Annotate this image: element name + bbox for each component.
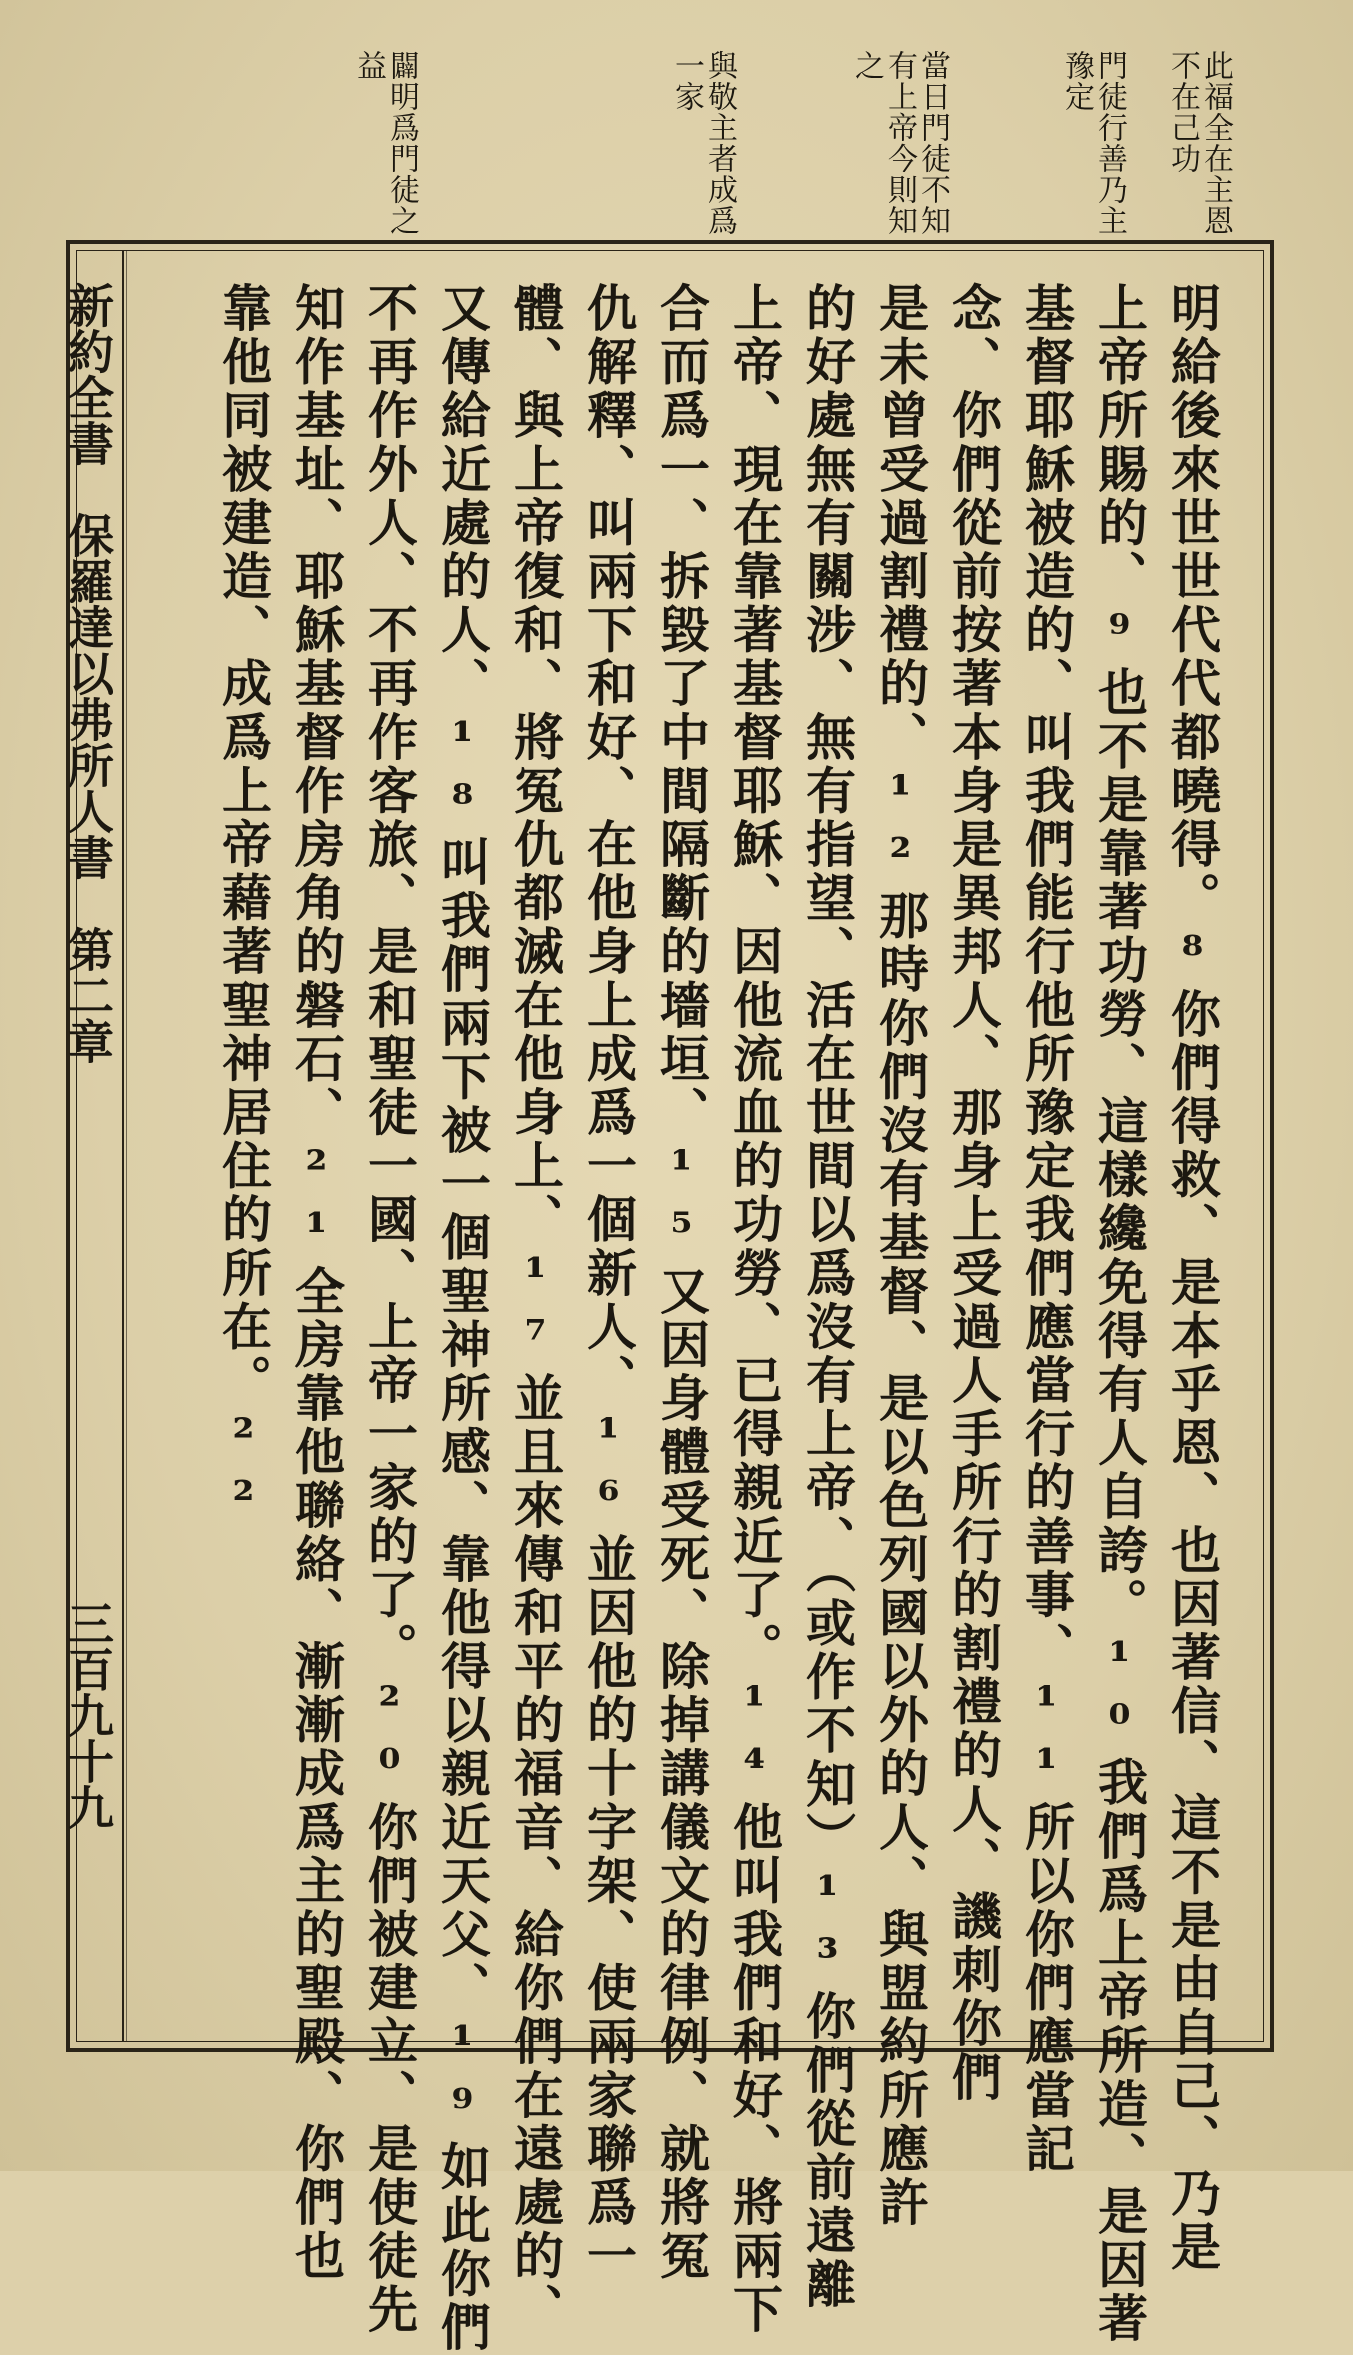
marginal-notes <box>330 50 1240 250</box>
text-column: 上帝所賜的、⁹也不是靠著功勞、這樣纔免得有人自誇。¹⁰我們爲上帝所造、是因著 <box>1090 282 1149 2346</box>
text-column: 念、你們從前按著本身是異邦人、那身上受過人手所行的割禮的人、譏刺你們 <box>944 282 1003 2105</box>
text-column: 的好處無有關涉、無有指望、活在世間以爲沒有上帝、（或作不知）¹³你們從前遠離 <box>798 282 857 2312</box>
text-column: 是未曾受過割禮的、¹²那時你們沒有基督、是以色列國以外的人、與盟約所應許 <box>871 282 930 2230</box>
text-column: 又傳給近處的人、¹⁸叫我們兩下被一個聖神所感、靠他得以親近天父、¹⁹如此你們 <box>433 282 492 2355</box>
page-number: 三百九十九 <box>61 1600 115 1830</box>
marginal-note: 門徒行善乃主豫定 <box>1059 50 1127 236</box>
marginal-note: 與敬主者成爲一家 <box>669 50 737 236</box>
marginal-note: 當日門徒不知有上帝今則知之 <box>849 50 950 236</box>
text-column: 明給後來世世代代都曉得。⁸你們得救、是本乎恩、也因著信、這不是由自己、乃是 <box>1163 282 1222 2275</box>
margin-divider <box>122 250 124 2042</box>
text-column: 基督耶穌被造的、叫我們能行他所豫定我們應當行的善事、¹¹所以你們應當記 <box>1017 282 1076 2176</box>
marginal-note: 此福全在主恩不在己功 <box>1165 50 1233 236</box>
text-column: 合而爲一、拆毀了中間隔斷的墻垣、¹⁵又因身體受死、除掉講儀文的律例、就將冤 <box>652 282 711 2284</box>
text-column: 知作基址、耶穌基督作房角的磐石、²¹全房靠他聯絡、漸漸成爲主的聖殿、你們也 <box>287 282 346 2284</box>
running-title: 新約全書 保羅達以弗所人書 第二章 <box>61 282 115 1064</box>
text-column: 體、與上帝復和、將冤仇都滅在他身上、¹⁷並且來傳和平的福音、給你們在遠處的、 <box>506 282 565 2337</box>
marginal-note: 闢明爲門徒之益 <box>351 50 419 236</box>
text-column: 上帝、現在靠著基督耶穌、因他流血的功勞、已得親近了。¹⁴他叫我們和好、將兩下 <box>725 282 784 2337</box>
text-column: 不再作外人、不再作客旅、是和聖徒一國、上帝一家的了。²⁰你們被建立、是使徒先 <box>360 282 419 2337</box>
margin-divider <box>126 250 127 2042</box>
text-column: 靠他同被建造、成爲上帝藉著聖神居住的所在。²² <box>214 282 273 1533</box>
text-column: 仇解釋、叫兩下和好、在他身上成爲一個新人、¹⁶並因他的十字架、使兩家聯爲一 <box>579 282 638 2284</box>
